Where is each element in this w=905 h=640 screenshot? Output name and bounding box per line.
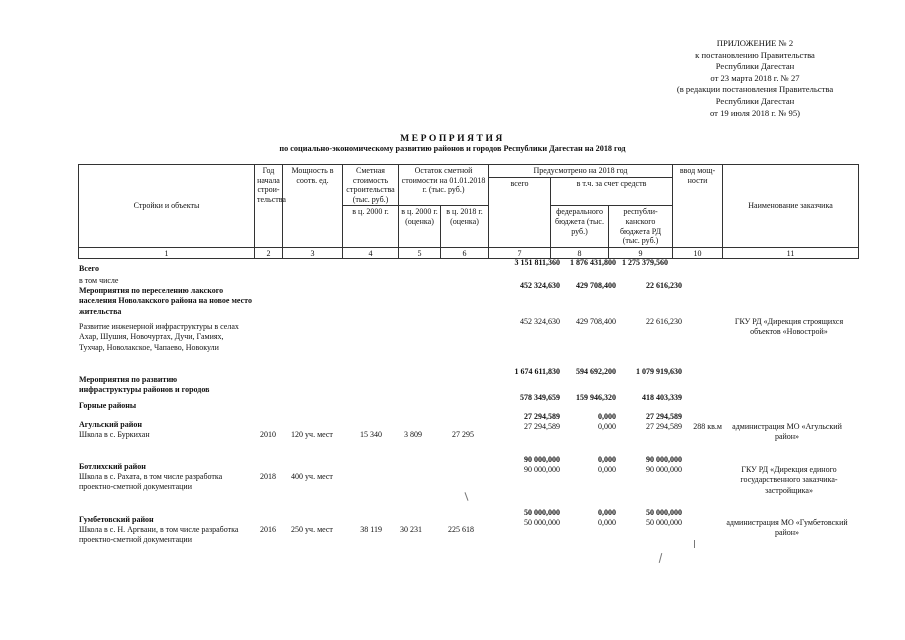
burk-capacity: 120 уч. мест — [291, 430, 333, 439]
rakh-customer: ГКУ РД «Дирекция единого государственного заказчика-застройщика» — [740, 465, 838, 495]
header-table — [78, 164, 859, 259]
appendix-block — [655, 38, 855, 119]
devel2-all: 578 349,659 — [520, 393, 560, 402]
burk-remainder-2018: 27 295 — [452, 430, 474, 439]
appendix-line: к постановлению Правительства — [695, 49, 815, 60]
devel-all: 1 674 611,830 — [514, 367, 560, 376]
infra-all: 452 324,630 — [520, 317, 560, 326]
column-number: 5 — [399, 247, 441, 259]
header-year: Год начала строи-тельства — [255, 165, 283, 248]
appendix-line: Республики Дагестан — [715, 61, 795, 72]
rakh-label: Школа в с. Рахата, в том числе разработка проектно-сметной документации — [79, 472, 223, 492]
header-remainder-sub1: в ц. 2000 г. (оценка) — [399, 206, 441, 247]
appendix-line: ПРИЛОЖЕНИЕ № 2 — [716, 38, 794, 48]
total-label: Всего — [79, 264, 99, 273]
total-federal: 1 876 431,800 — [570, 258, 616, 267]
mountain-label: Горные районы — [79, 401, 137, 410]
devel-republic: 1 079 919,630 — [636, 367, 682, 376]
gumb-republic: 50 000,000 — [646, 508, 682, 517]
argv-customer: администрация МО «Гумбетовский район» — [726, 518, 848, 538]
burk-republic: 27 294,589 — [646, 422, 682, 431]
column-number: 7 — [489, 247, 551, 259]
column-number: 2 — [255, 247, 283, 259]
column-number: 10 — [673, 247, 723, 259]
document-subtitle: по социально-экономическому развитию районов и городов Республики Дагестан на 2018 год — [279, 144, 626, 153]
header-republic: республи-канского бюджета РД (тыс. руб.) — [609, 206, 673, 247]
argv-year: 2016 — [260, 525, 276, 534]
header-estimate-sub: в ц. 2000 г. — [343, 206, 399, 247]
appendix-line: от 19 июля 2018 г. № 95) — [709, 107, 800, 118]
resettle-federal: 429 708,400 — [576, 281, 616, 290]
header-planned: Предусмотрено на 2018 год — [489, 165, 673, 178]
agul-republic: 27 294,589 — [646, 412, 682, 421]
burk-customer: администрация МО «Агульский район» — [732, 422, 842, 442]
column-number: 3 — [283, 247, 343, 259]
header-remainder-sub2: в ц. 2018 г. (оценка) — [441, 206, 489, 247]
resettle-republic: 22 616,230 — [646, 281, 682, 290]
resettle-all: 452 324,630 — [520, 281, 560, 290]
header-commission: ввод мощ-ности — [673, 165, 723, 248]
scan-mark — [694, 540, 695, 548]
devel-label: Мероприятия по развитию инфраструктуры районов и городов — [79, 375, 210, 395]
resettle-label: Мероприятия по переселению лакского населения Новолакского района на новое место жительства — [79, 286, 252, 316]
total-all: 3 151 811,360 — [514, 258, 560, 267]
burk-label: Школа в с. Буркихан — [79, 430, 150, 439]
infra-label: Развитие инженерной инфраструктуры в селах Ахар, Шушия, Новочуртах, Дучи, Гамиях, Тухчар, Новолакское, Чапаево, Новокули — [79, 322, 239, 352]
column-number: 1 — [79, 247, 255, 259]
argv-republic: 50 000,000 — [646, 518, 682, 527]
burk-commission: 288 кв.м — [693, 422, 722, 431]
agul-federal: 0,000 — [598, 412, 616, 421]
column-number: 9 — [609, 247, 673, 259]
header-objects: Стройки и объекты — [79, 165, 255, 248]
gumb-federal: 0,000 — [598, 508, 616, 517]
gumb-label: Гумбетовский район — [79, 515, 154, 524]
argv-remainder-2000: 30 231 — [400, 525, 422, 534]
devel2-republic: 418 403,339 — [642, 393, 682, 402]
burk-federal: 0,000 — [598, 422, 616, 431]
botl-label: Ботлихский район — [79, 462, 146, 471]
burk-remainder-2000: 3 809 — [404, 430, 422, 439]
agul-all: 27 294,589 — [524, 412, 560, 421]
rakh-capacity: 400 уч. мест — [291, 472, 333, 481]
appendix-line: (в редакции постановления Правительства — [676, 84, 834, 95]
column-number: 4 — [343, 247, 399, 259]
botl-all: 90 000,000 — [524, 455, 560, 464]
argv-capacity: 250 уч. мест — [291, 525, 333, 534]
scan-mark — [464, 492, 468, 501]
header-incl: в т.ч. за счет средств — [551, 177, 673, 206]
burk-all: 27 294,589 — [524, 422, 560, 431]
rakh-federal: 0,000 — [598, 465, 616, 474]
botl-federal: 0,000 — [598, 455, 616, 464]
column-number: 8 — [551, 247, 609, 259]
header-customer: Наименование заказчика — [723, 165, 859, 248]
appendix-line: от 23 марта 2018 г. № 27 — [710, 72, 800, 83]
infra-republic: 22 616,230 — [646, 317, 682, 326]
rakh-all: 90 000,000 — [524, 465, 560, 474]
column-number: 6 — [441, 247, 489, 259]
scan-mark — [659, 553, 663, 563]
infra-customer: ГКУ РД «Дирекция строящихся объектов «Новострой» — [734, 317, 844, 337]
rakh-republic: 90 000,000 — [646, 465, 682, 474]
header-remainder: Остаток сметной стоимости на 01.01.2018 г. (тыс. руб.) — [399, 165, 489, 206]
devel-federal: 594 692,200 — [576, 367, 616, 376]
argv-remainder-2018: 225 618 — [448, 525, 474, 534]
header-estimate: Сметная стоимость строительства (тыс. руб.) — [343, 165, 399, 206]
rakh-year: 2018 — [260, 472, 276, 481]
document-title: МЕРОПРИЯТИЯ — [400, 133, 505, 144]
argv-estimate: 38 119 — [360, 525, 382, 534]
column-number: 11 — [723, 247, 859, 259]
header-capacity: Мощность в соотв. ед. — [283, 165, 343, 248]
agul-label: Агульский район — [79, 420, 142, 429]
burk-estimate: 15 340 — [360, 430, 382, 439]
incl-label: в том числе — [79, 276, 119, 285]
burk-year: 2010 — [260, 430, 276, 439]
devel2-federal: 159 946,320 — [576, 393, 616, 402]
argv-label: Школа в с. Н. Аргвани, в том числе разработка проектно-сметной документации — [79, 525, 239, 545]
gumb-all: 50 000,000 — [524, 508, 560, 517]
argv-all: 50 000,000 — [524, 518, 560, 527]
botl-republic: 90 000,000 — [646, 455, 682, 464]
appendix-line: Республики Дагестан — [715, 95, 795, 106]
infra-federal: 429 708,400 — [576, 317, 616, 326]
header-federal: федерального бюджета (тыс. руб.) — [551, 206, 609, 247]
argv-federal: 0,000 — [598, 518, 616, 527]
total-republic: 1 275 379,560 — [622, 258, 668, 267]
header-total: всего — [489, 177, 551, 247]
